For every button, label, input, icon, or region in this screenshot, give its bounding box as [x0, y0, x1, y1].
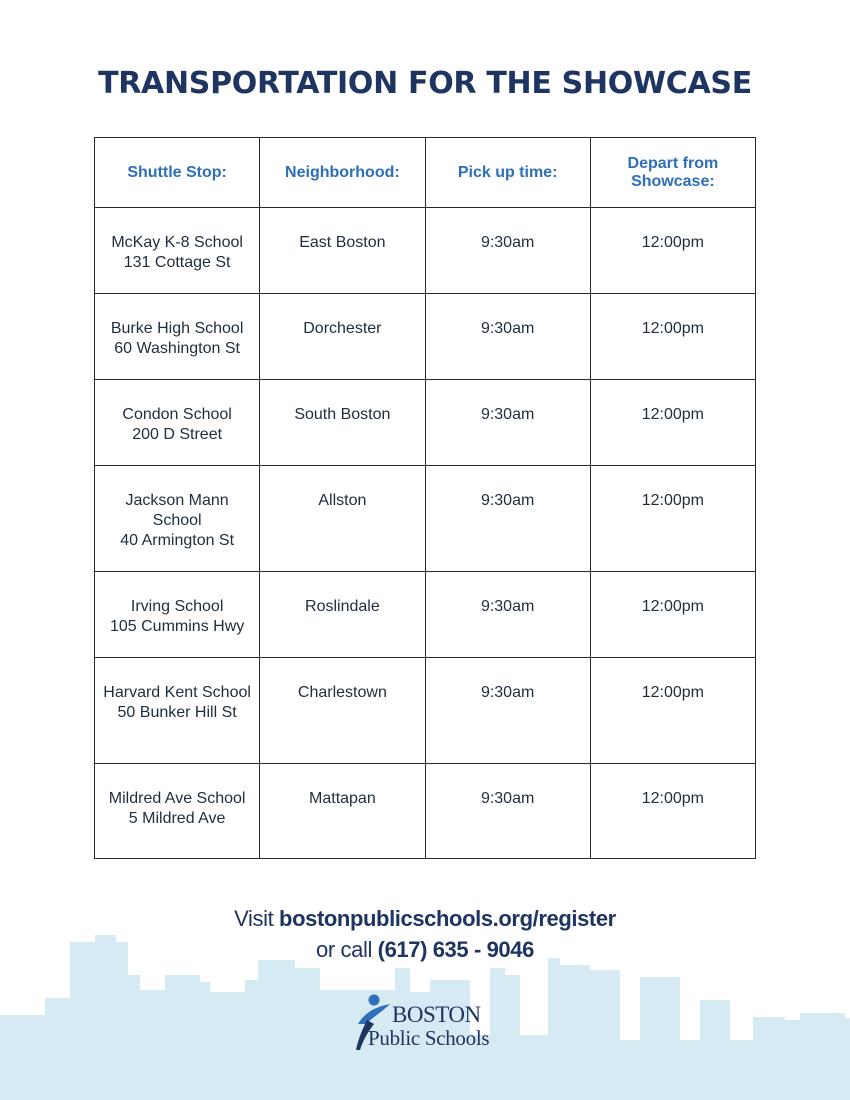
phone-number: (617) 635 - 9046: [377, 937, 534, 962]
depart-time-cell: 12:00pm: [590, 764, 755, 859]
pickup-time-cell: 9:30am: [425, 208, 590, 294]
depart-time-cell: 12:00pm: [590, 572, 755, 658]
visit-prefix: Visit: [234, 906, 274, 931]
stop-address: 5 Mildred Ave: [128, 810, 226, 827]
pickup-time-cell: 9:30am: [425, 764, 590, 859]
shuttle-stop-cell: [95, 764, 260, 859]
pickup-time-cell: 9:30am: [425, 658, 590, 764]
footer-contact: [0, 903, 850, 965]
depart-time-cell: 12:00pm: [590, 466, 755, 572]
pickup-time-cell: 9:30am: [425, 294, 590, 380]
page-title: TRANSPORTATION FOR THE SHOWCASE: [98, 66, 752, 101]
stop-name: Harvard Kent School: [103, 684, 251, 701]
table-header-row: [95, 138, 756, 208]
stop-address: 60 Washington St: [114, 340, 240, 357]
stop-address: 40 Armington St: [120, 532, 235, 549]
depart-time-cell: 12:00pm: [590, 294, 755, 380]
table-row: [95, 294, 756, 380]
stop-address: 105 Cummins Hwy: [109, 618, 245, 635]
stop-name: Burke High School: [110, 320, 244, 337]
table-row: [95, 658, 756, 764]
pickup-time-cell: 9:30am: [425, 572, 590, 658]
call-prefix: or call: [316, 937, 372, 962]
boston-public-schools-logo: [352, 994, 502, 1054]
stop-address: 131 Cottage St: [123, 254, 231, 271]
neighborhood-cell: East Boston: [260, 208, 425, 294]
neighborhood-cell: Roslindale: [260, 572, 425, 658]
stop-name: Condon School: [122, 406, 232, 423]
stop-address: 200 D Street: [132, 426, 223, 443]
table-row: [95, 380, 756, 466]
neighborhood-cell: Dorchester: [260, 294, 425, 380]
column-header-depart-time: Depart from Showcase:: [590, 138, 755, 208]
depart-time-cell: 12:00pm: [590, 208, 755, 294]
stop-name: Irving School: [130, 598, 224, 615]
table-row: [95, 764, 756, 859]
column-header-pickup-time: Pick up time:: [425, 138, 590, 208]
pickup-time-cell: 9:30am: [425, 380, 590, 466]
call-line: [0, 934, 850, 965]
neighborhood-cell: Allston: [260, 466, 425, 572]
shuttle-schedule-table: [94, 137, 756, 859]
visit-line: [0, 903, 850, 934]
stop-name: McKay K-8 School: [111, 234, 243, 251]
stop-address: 50 Bunker Hill St: [117, 704, 237, 721]
neighborhood-cell: Mattapan: [260, 764, 425, 859]
depart-time-cell: 12:00pm: [590, 658, 755, 764]
shuttle-stop-cell: [95, 294, 260, 380]
stop-name: Jackson Mann School: [125, 492, 229, 529]
depart-time-cell: 12:00pm: [590, 380, 755, 466]
table-row: [95, 572, 756, 658]
shuttle-stop-cell: [95, 380, 260, 466]
logo-text-public-schools: Public Schools: [368, 1026, 490, 1050]
register-link[interactable]: bostonpublicschools.org/register: [279, 906, 616, 931]
shuttle-stop-cell: [95, 658, 260, 764]
table-row: [95, 466, 756, 572]
column-header-neighborhood: Neighborhood:: [260, 138, 425, 208]
logo-text-boston: BOSTON: [392, 1002, 481, 1027]
shuttle-stop-cell: [95, 572, 260, 658]
column-header-shuttle-stop: Shuttle Stop:: [95, 138, 260, 208]
shuttle-stop-cell: [95, 466, 260, 572]
stop-name: Mildred Ave School: [108, 790, 246, 807]
neighborhood-cell: South Boston: [260, 380, 425, 466]
pickup-time-cell: 9:30am: [425, 466, 590, 572]
neighborhood-cell: Charlestown: [260, 658, 425, 764]
shuttle-stop-cell: [95, 208, 260, 294]
table-row: [95, 208, 756, 294]
